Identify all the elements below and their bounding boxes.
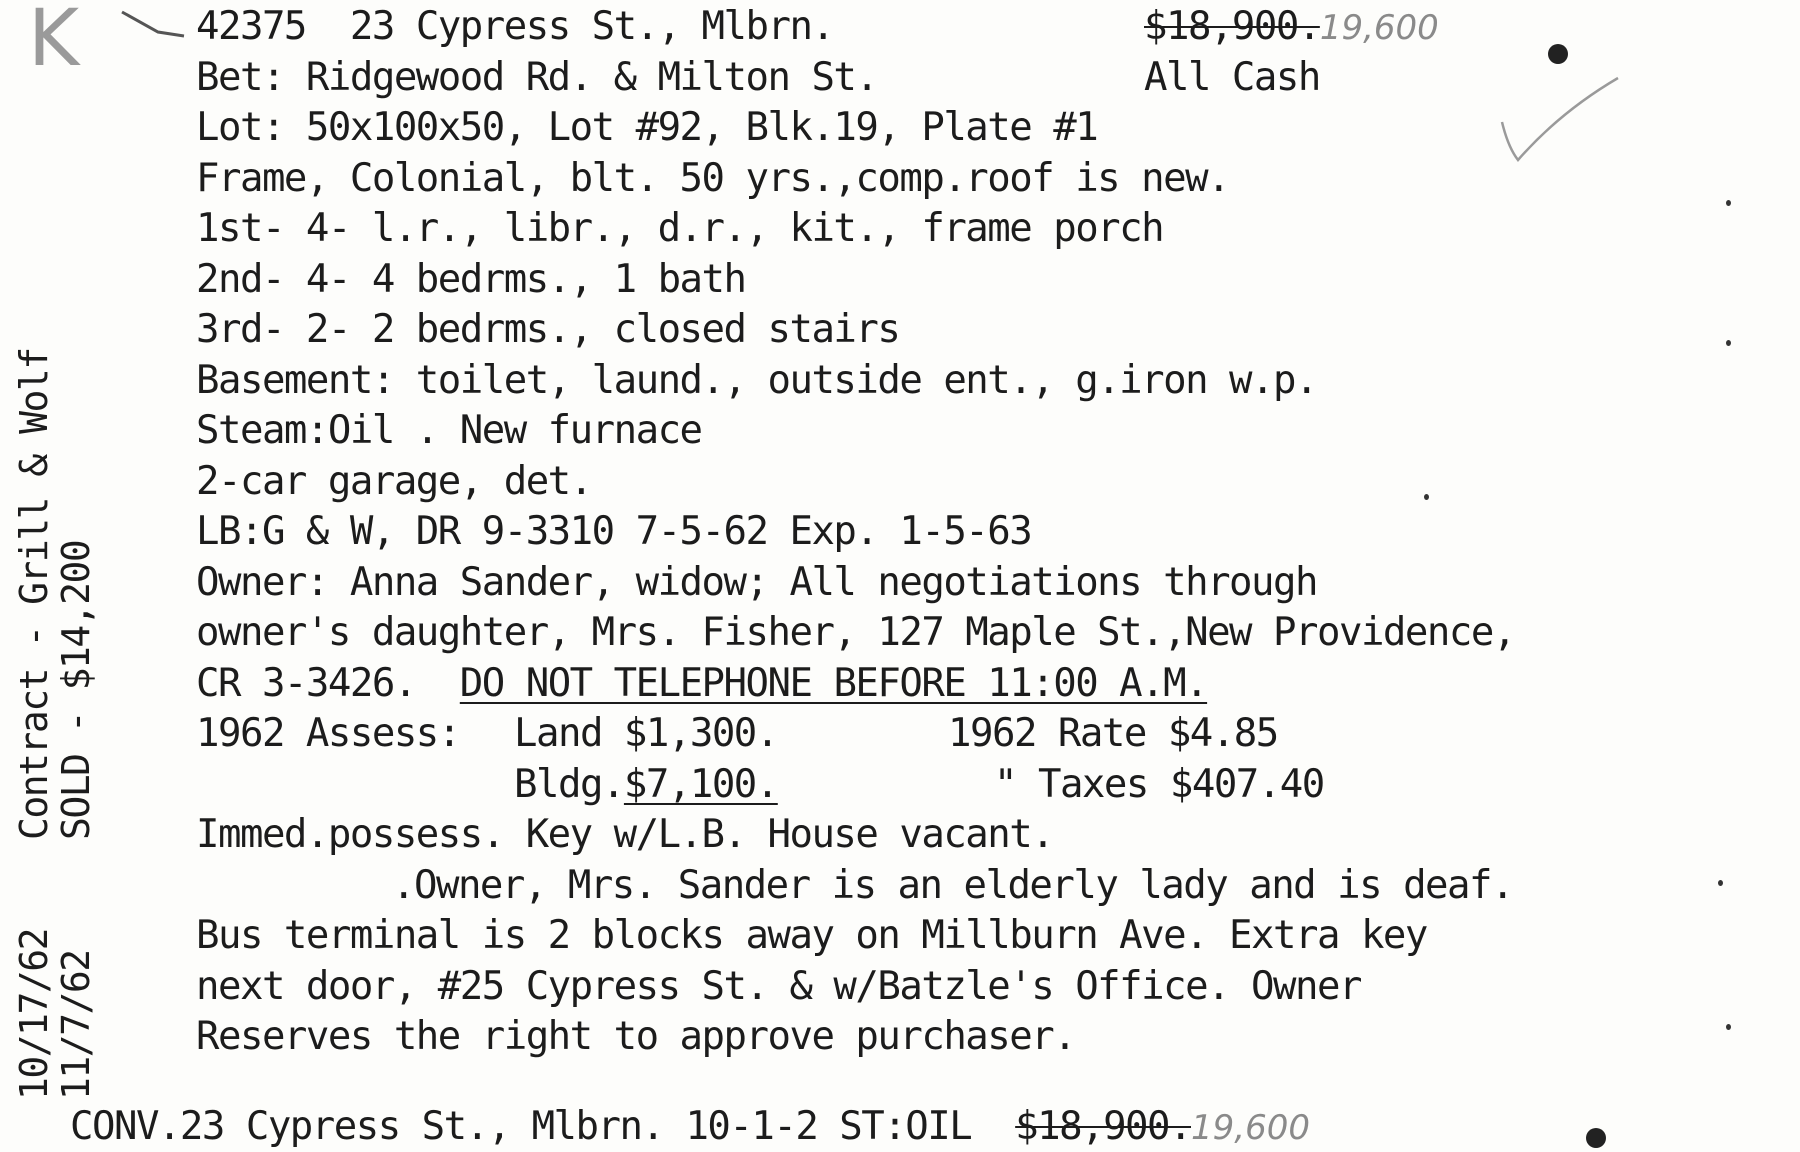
- ink-blot: [1548, 44, 1568, 64]
- listing-broker-line: LB:G & W, DR 9-3310 7-5-62 Exp. 1-5-63: [196, 509, 1032, 554]
- remark-line: next door, #25 Cypress St. & w/Batzle's Office. Owner: [196, 963, 1361, 1009]
- ink-speck: [1424, 494, 1429, 500]
- text-line: [196, 53, 1716, 104]
- bldg-value: $7,100.: [623, 761, 778, 807]
- sold-date: 11/7/62: [54, 950, 98, 1100]
- contract-note: Contract - Grill & Wolf: [12, 348, 56, 840]
- header-line: [196, 2, 1716, 53]
- construction-line: Frame, Colonial, blt. 50 yrs.,comp.roof is new.: [196, 155, 1230, 201]
- footer-line: [70, 1104, 1310, 1149]
- owner-contact-line: owner's daughter, Mrs. Fisher, 127 Maple St.,New Providence,: [196, 610, 1515, 655]
- original-price: $18,900.: [1144, 4, 1320, 49]
- sale-terms: All Cash: [1144, 54, 1320, 100]
- bldg-label: Bldg.: [514, 761, 624, 807]
- ink-speck: [1718, 880, 1723, 886]
- ink-speck: [1726, 1024, 1731, 1030]
- contract-date: 10/17/62: [12, 928, 56, 1100]
- footer-handwritten-price: 19,600: [1191, 1108, 1310, 1148]
- phone-warning: DO NOT TELEPHONE BEFORE 11:00 A.M.: [459, 660, 1208, 706]
- possession-line: Immed.possess. Key w/L.B. House vacant.: [196, 812, 1054, 857]
- ink-speck: [1726, 200, 1731, 206]
- handwritten-price: 19,600: [1319, 8, 1439, 48]
- footer-label: CONV.23 Cypress St., Mlbrn. 10-1-2 ST:OIL: [70, 1104, 972, 1149]
- remark-line: [196, 861, 1716, 912]
- heating-line: Steam:Oil . New furnace: [196, 408, 702, 453]
- listing-text: [196, 2, 1716, 1063]
- third-floor-line: 3rd- 2- 2 bedrms., closed stairs: [196, 307, 900, 352]
- footer-original-price: $18,900.: [1015, 1104, 1191, 1149]
- land-value: $1,300.: [623, 711, 778, 756]
- taxes-value: $407.40: [1169, 761, 1324, 807]
- phone-line: [196, 659, 1716, 710]
- assessment-line: [196, 709, 1716, 760]
- land-label: Land: [514, 711, 602, 756]
- corner-mark: K: [28, 0, 80, 84]
- lot-line: Lot: 50x100x50, Lot #92, Blk.19, Plate #1: [196, 105, 1098, 150]
- owner-line: Owner: Anna Sander, widow; All negotiations through: [196, 559, 1317, 605]
- sold-note: SOLD - $14,200: [54, 540, 98, 840]
- ink-blot: [1586, 1128, 1606, 1148]
- rate-value: $4.85: [1167, 711, 1278, 756]
- rate-label: 1962 Rate: [948, 711, 1146, 756]
- corner-tick-icon: [118, 6, 188, 46]
- basement-line: Basement: toilet, laund., outside ent., g.iron w.p.: [196, 357, 1317, 403]
- owner-phone: CR 3-3426.: [196, 660, 416, 706]
- building-line: [196, 760, 1716, 811]
- second-floor-line: 2nd- 4- 4 bedrms., 1 bath: [196, 256, 746, 302]
- remark-line: Bus terminal is 2 blocks away on Millburn Ave. Extra key: [196, 913, 1427, 958]
- remark-line: Reserves the right to approve purchaser.: [196, 1014, 1076, 1059]
- remark-owner: .Owner, Mrs. Sander is an elderly lady and is deaf.: [392, 862, 1513, 908]
- listing-address: 23 Cypress St., Mlbrn.: [349, 4, 834, 49]
- assessment-label: 1962 Assess:: [196, 711, 460, 756]
- listing-number: 42375: [196, 4, 306, 49]
- between-streets: Bet: Ridgewood Rd. & Milton St.: [196, 54, 878, 100]
- taxes-label: " Taxes: [994, 761, 1148, 807]
- first-floor-line: 1st- 4- l.r., libr., d.r., kit., frame porch: [196, 206, 1164, 251]
- garage-line: 2-car garage, det.: [196, 458, 592, 504]
- ink-speck: [1726, 340, 1731, 346]
